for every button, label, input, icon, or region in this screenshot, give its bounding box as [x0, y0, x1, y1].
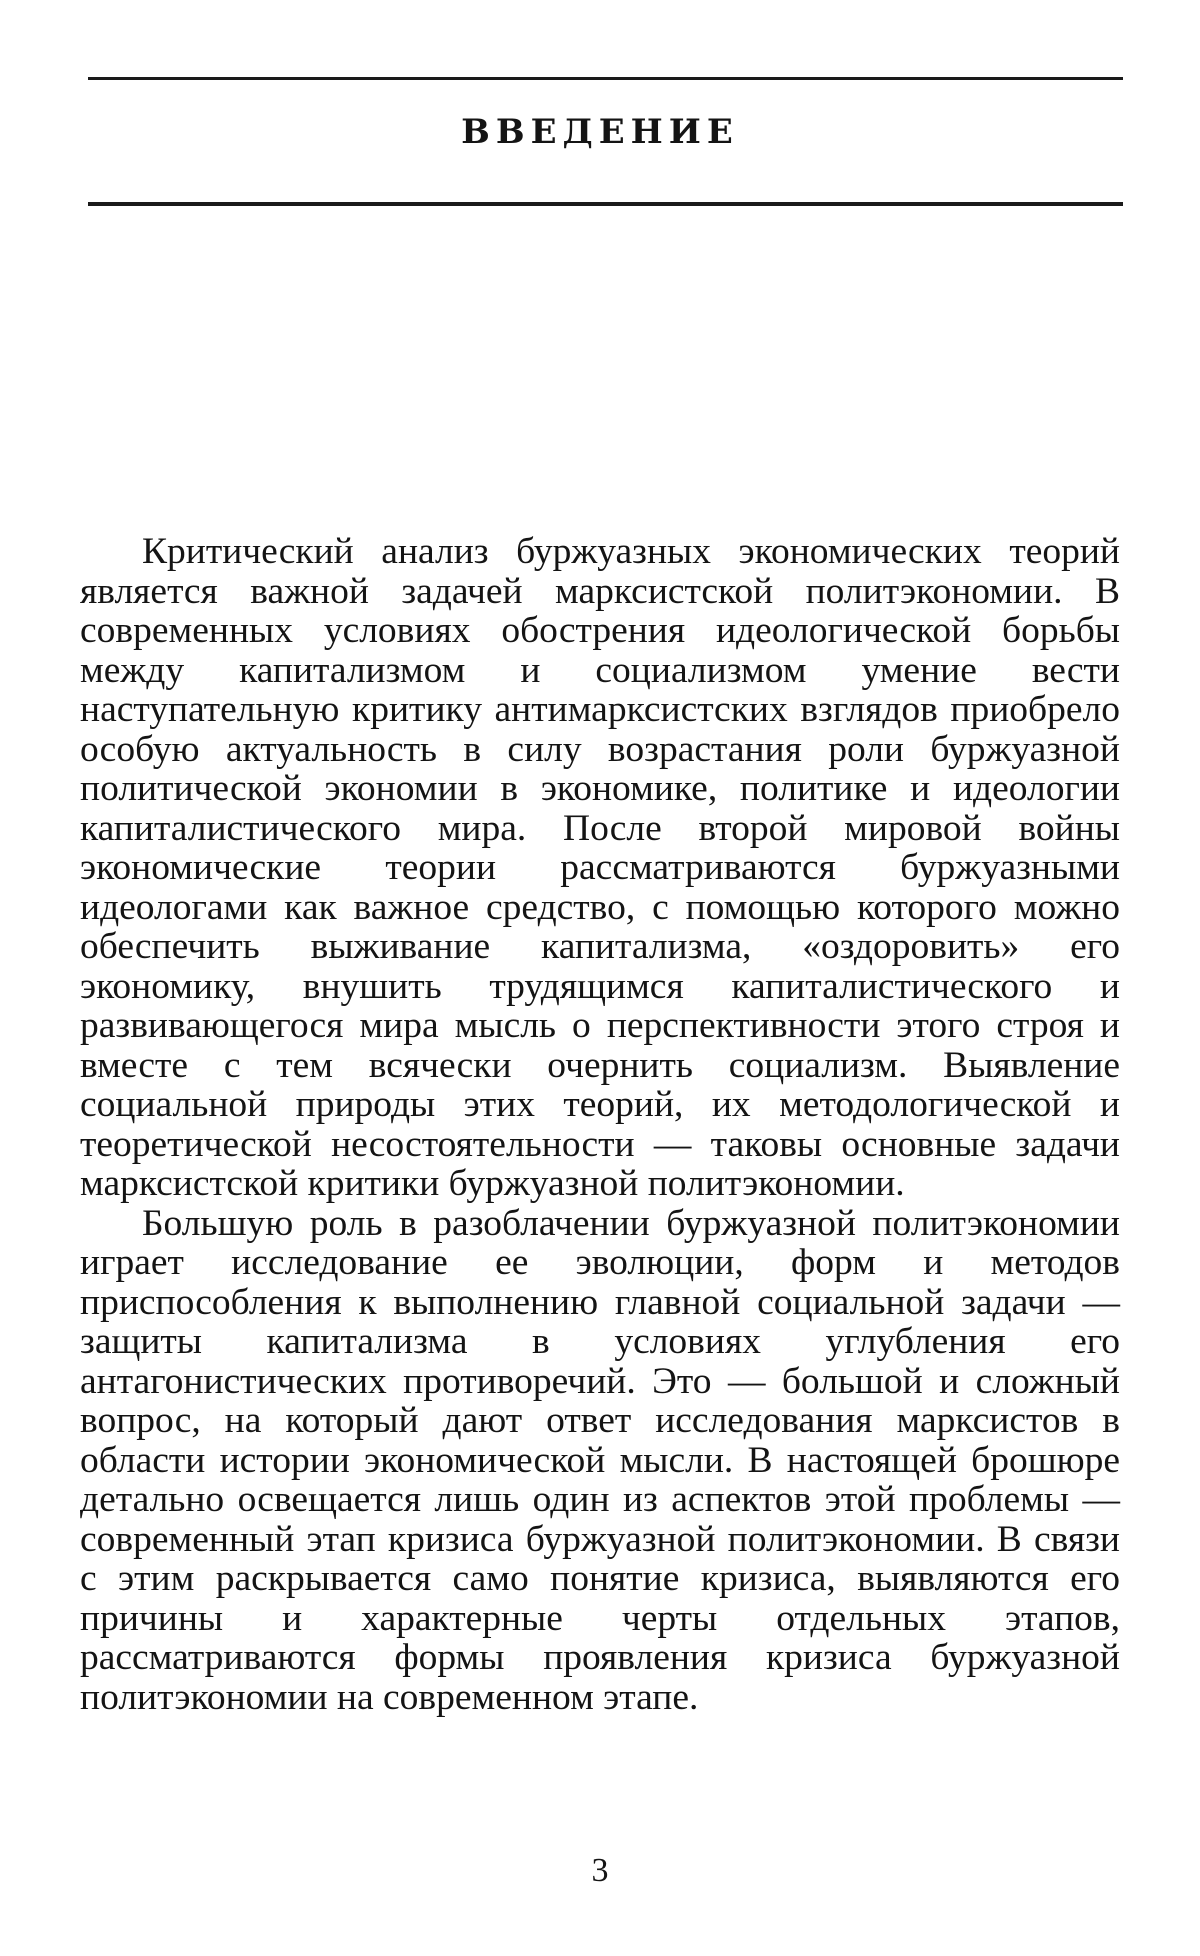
body-text	[80, 532, 1120, 1717]
paragraph-1: Критический анализ буржуазных экономических теорий является важной задачей марксистской политэкономии. В современных условиях обострения идеологической борьбы между капитализмом и социализмом умение вести наступательную критику антимарксистских взглядов приобрело особую актуальность в силу возрастания роли буржуазной политической экономии в экономике, политике и идеологии капиталистического мира. После второй мировой войны экономические теории рассматриваются буржуазными идеологами как важное средство, с помощью которого можно обеспечить выживание капитализма, «оздоровить» его экономику, внушить трудящимся капиталистического и развивающегося мира мысль о перспективности этого строя и вместе с тем всячески очернить социализм. Выявление социальной природы этих теорий, их методологической и теоретической несостоятельности — таковы основные задачи марксистской критики буржуазной политэкономии.	[80, 531, 1120, 1204]
bottom-rule	[88, 202, 1123, 206]
top-rule	[88, 77, 1123, 80]
chapter-title: ВВЕДЕНИЕ	[461, 112, 739, 152]
paragraph-2: Большую роль в разоблачении буржуазной политэкономии играет исследование ее эволюции, форм и методов приспособления к выполнению главной социальной задачи — защиты капитализма в условиях углубления его антагонистических противоречий. Это — большой и сложный вопрос, на который дают ответ исследования марксистов в области истории экономической мысли. В настоящей брошюре детально освещается лишь один из аспектов этой проблемы — современный этап кризиса буржуазной политэкономии. В связи с этим раскрывается само понятие кризиса, выявляются его причины и характерные черты отдельных этапов, рассматриваются формы проявления кризиса буржуазной политэкономии на современном этапе.	[80, 1202, 1120, 1718]
page-number: 3	[591, 1852, 609, 1889]
